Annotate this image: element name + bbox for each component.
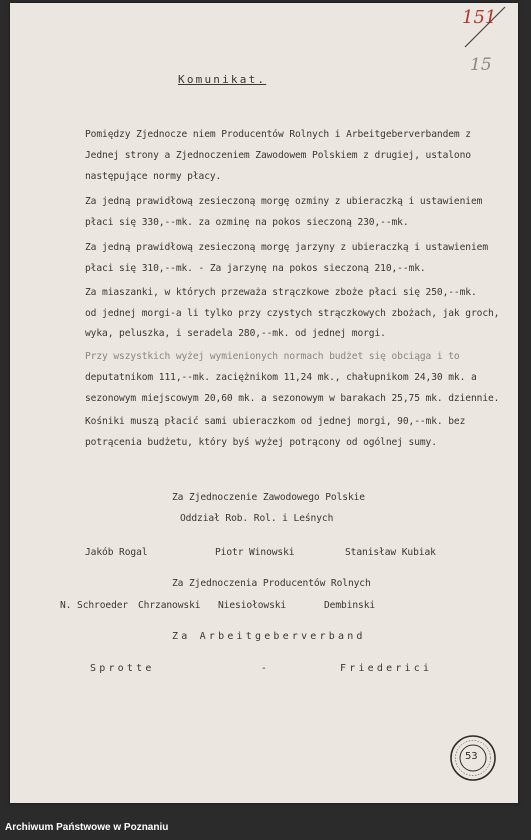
paragraph-line: Za miaszanki, w których przeważa strączkowe zboże płaci się 250,--mk.	[85, 287, 477, 298]
paragraph-line: od jednej morgi-a li tylko przy czystych strączkowych zbożach, jak groch,	[85, 308, 500, 319]
paragraph-line: Za jedną prawidłową zesieczoną morgę jarzyny z ubieraczką i ustawieniem	[85, 242, 488, 253]
signatory-name: Stanisław Kubiak	[345, 547, 436, 558]
signatory-name: Niesiołowski	[218, 600, 287, 611]
paragraph-line: Kośniki muszą płacić sami ubieraczkom od jednej morgi, 90,--mk. bez	[85, 416, 466, 427]
signatory-name: Piotr Winowski	[215, 547, 295, 558]
handwritten-slash-mark	[455, 5, 515, 50]
paragraph-line: płaci się 330,--mk. za ozminę na pokos sieczoną 230,--mk.	[85, 217, 409, 228]
stamp-number: 53	[465, 751, 478, 762]
signature-dash: -	[261, 663, 267, 674]
archive-footer-bar	[0, 812, 531, 840]
producers-header: Za Zjednoczenia Producentów Rolnych	[172, 578, 371, 589]
signatory-name: Dembinski	[324, 600, 376, 611]
paragraph-line: Pomiędzy Zjednocze niem Producentów Rolnych i Arbeitgeberverbandem z	[85, 129, 471, 140]
signatory-name: Chrzanowski	[138, 600, 201, 611]
handwritten-page-number: 15	[470, 55, 492, 75]
signatory-name: N. Schroeder	[60, 600, 129, 611]
document-title: Komunikat.	[178, 73, 267, 86]
signatory-name: Friederici	[340, 663, 433, 674]
paragraph-line: Przy wszystkich wyżej wymienionych normach budżet się obciąga i to	[85, 351, 460, 362]
signatory-name: Sprotte	[90, 663, 155, 674]
union-header: Za Zjednoczenie Zawodowego Polskie	[172, 492, 365, 503]
paragraph-line: płaci się 310,--mk. - Za jarzynę na pokos sieczoną 210,--mk.	[85, 263, 426, 274]
archive-name: Archiwum Państwowe w Poznaniu	[5, 822, 169, 833]
union-branch: Oddział Rob. Rol. i Leśnych	[180, 513, 334, 524]
arbeitgeberverband-header: Za Arbeitgeberverband	[172, 631, 366, 642]
signatory-name: Jakób Rogal	[85, 547, 148, 558]
document-page	[10, 3, 518, 803]
paragraph-line: sezonowym miejscowym 20,60 mk. a sezonowym w barakach 25,75 mk. dziennie.	[85, 393, 500, 404]
paragraph-line: potrącenia budżetu, który byś wyżej potrącony od ogólnej sumy.	[85, 437, 437, 448]
paragraph-line: deputatnikom 111,--mk. zaciężnikom 11,24 mk., chałupnikom 24,30 mk. a	[85, 372, 477, 383]
paragraph-line: wyka, peluszka, i seradela 280,--mk. od jednej morgi.	[85, 328, 386, 339]
paragraph-line: Jednej strony a Zjednoczeniem Zawodowem Polskiem z drugiej, ustalono	[85, 150, 471, 161]
paragraph-line: następujące normy płacy.	[85, 171, 222, 182]
handwritten-folio-number: 151	[462, 7, 497, 28]
paragraph-line: Za jedną prawidłową zesieczoną morgę ozminy z ubieraczką i ustawieniem	[85, 196, 483, 207]
